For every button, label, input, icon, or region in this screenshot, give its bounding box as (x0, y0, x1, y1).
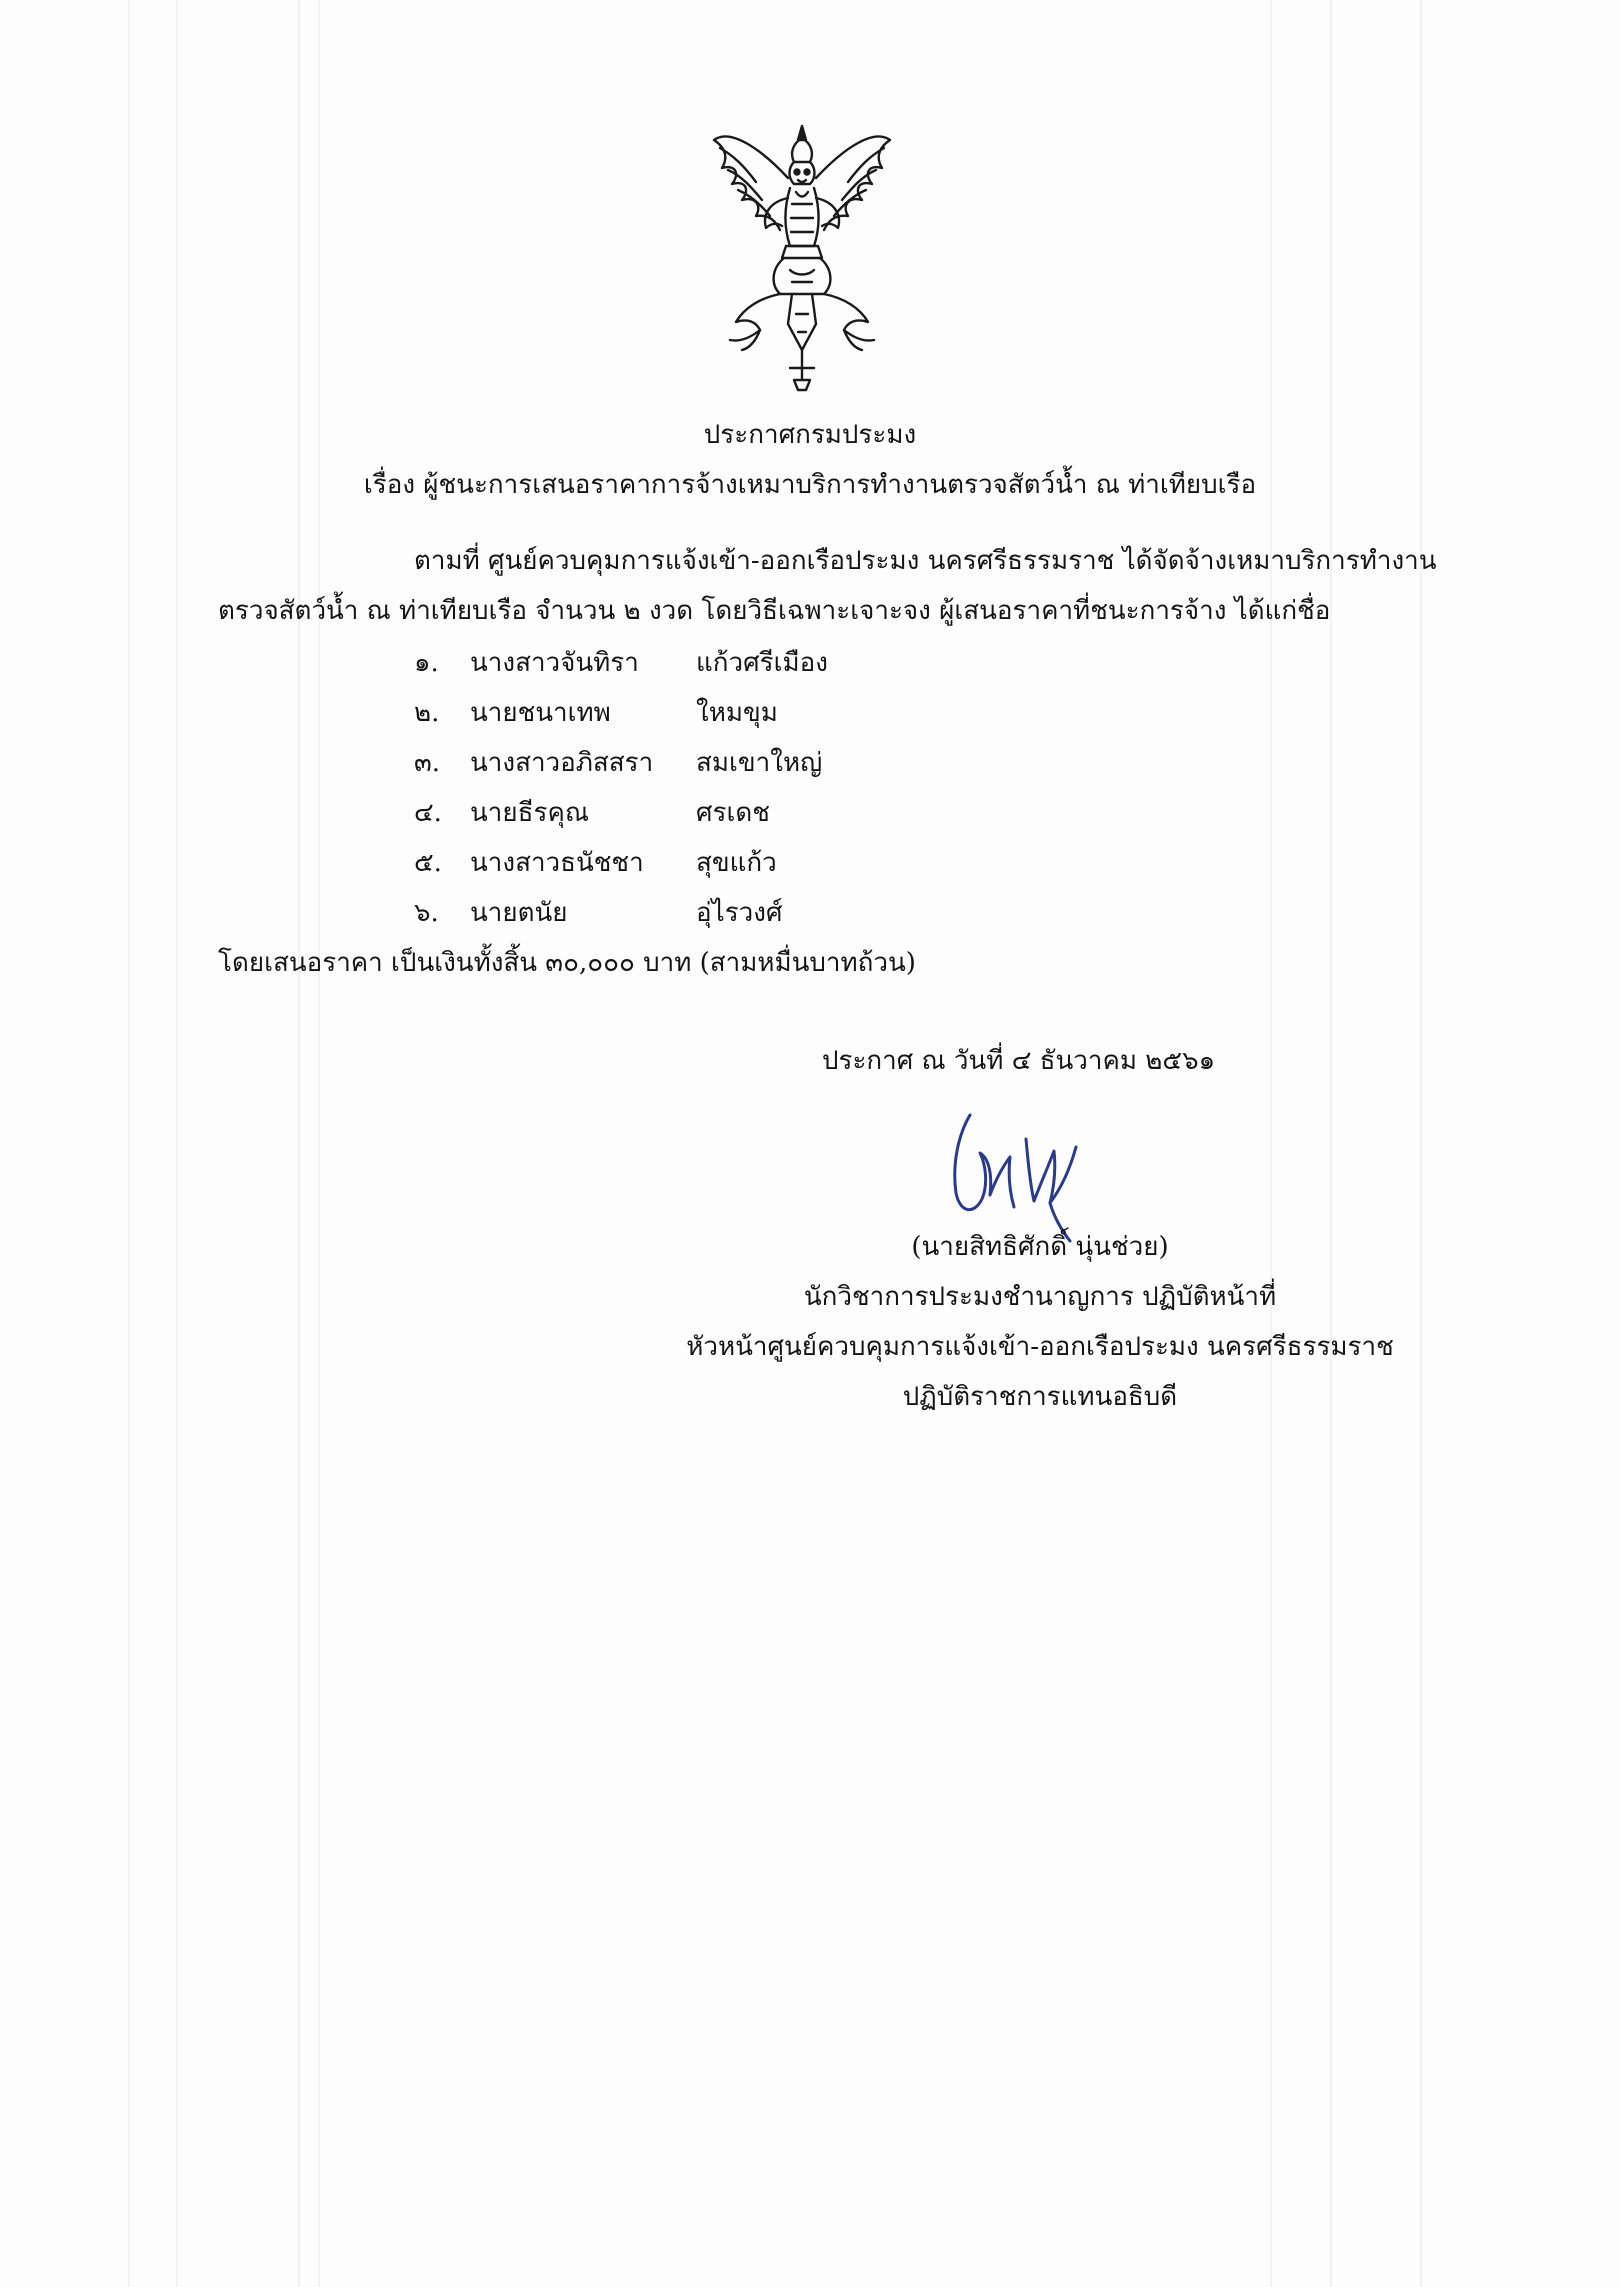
list-item-number: ๔. (414, 798, 442, 828)
list-item-number: ๑. (414, 648, 439, 678)
list-item-number: ๖. (414, 898, 439, 928)
garuda-emblem-icon (700, 118, 905, 393)
signer-position-2: หัวหน้าศูนย์ควบคุมการแจ้งเข้า-ออกเรือประมง นครศรีธรรมราช (686, 1332, 1394, 1362)
announcement-agency: ประกาศกรมประมง (703, 420, 917, 450)
announcement-date: ประกาศ ณ วันที่ ๔ ธันวาคม ๒๕๖๑ (822, 1046, 1216, 1076)
list-item-last-name: สุขแก้ว (696, 848, 777, 878)
signer-name: (นายสิทธิศักดิ์ นุ่นช่วย) (911, 1232, 1169, 1262)
list-item-number: ๓. (414, 748, 441, 778)
signer-position-3: ปฏิบัติราชการแทนอธิบดี (902, 1382, 1178, 1412)
list-item-number: ๒. (414, 698, 440, 728)
list-item-last-name: สมเขาใหญ่ (696, 748, 823, 778)
body-paragraph-line-2: ตรวจสัตว์น้ำ ณ ท่าเทียบเรือ จำนวน ๒ งวด โดยวิธีเฉพาะเจาะจง ผู้เสนอราคาที่ชนะการจ้าง ได้แก่ชื่อ (218, 596, 1331, 626)
list-item-first-name: นางสาวจันทิรา (470, 648, 639, 678)
list-item-first-name: นางสาวธนัชชา (470, 848, 644, 878)
handwritten-signature (930, 1095, 1110, 1245)
list-item-first-name: นายชนาเทพ (470, 698, 611, 728)
scan-streak (176, 0, 178, 2287)
list-item-first-name: นางสาวอภิสสรา (470, 748, 654, 778)
list-item-last-name: ศรเดช (696, 798, 770, 828)
announcement-subject: เรื่อง ผู้ชนะการเสนอราคาการจ้างเหมาบริการทำงานตรวจสัตว์น้ำ ณ ท่าเทียบเรือ (363, 470, 1257, 500)
body-paragraph-line-1: ตามที่ ศูนย์ควบคุมการแจ้งเข้า-ออกเรือประมง นครศรีธรรมราช ได้จัดจ้างเหมาบริการทำงาน (414, 546, 1437, 576)
scan-streak (318, 0, 320, 2287)
list-item-first-name: นายธีรคุณ (470, 798, 589, 828)
scan-streak (1270, 0, 1272, 2287)
list-item (0, 896, 1620, 936)
scan-streak (1330, 0, 1332, 2287)
list-item (0, 746, 1620, 786)
scan-streak (128, 0, 130, 2287)
list-item (0, 646, 1620, 686)
list-item-last-name: ใหมขุม (696, 698, 778, 728)
list-item-number: ๕. (414, 848, 442, 878)
list-item-last-name: แก้วศรีเมือง (696, 648, 828, 678)
scan-streak (1420, 0, 1422, 2287)
list-item (0, 696, 1620, 736)
list-item (0, 796, 1620, 836)
price-statement: โดยเสนอราคา เป็นเงินทั้งสิ้น ๓๐,๐๐๐ บาท (สามหมื่นบาทถ้วน) (218, 948, 916, 978)
list-item (0, 846, 1620, 886)
list-item-first-name: นายตนัย (470, 898, 568, 928)
scan-streak (298, 0, 300, 2287)
signer-position-1: นักวิชาการประมงชำนาญการ ปฏิบัติหน้าที่ (803, 1282, 1277, 1312)
list-item-last-name: อุ่ไรวงศ์ (696, 898, 783, 928)
